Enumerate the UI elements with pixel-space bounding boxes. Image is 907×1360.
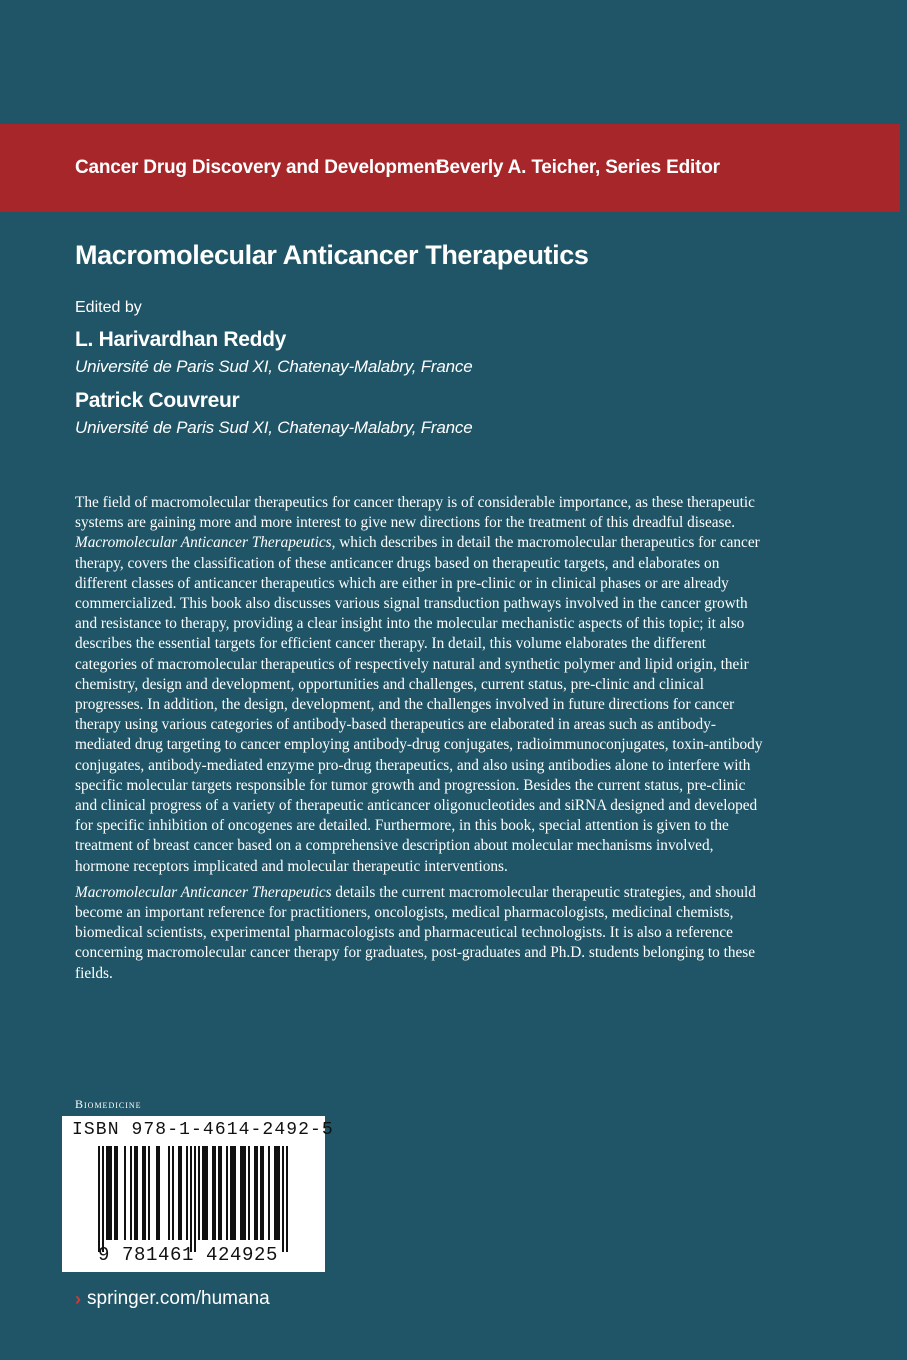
barcode-bar — [206, 1146, 208, 1240]
barcode-bar — [254, 1146, 256, 1240]
barcode-bar — [278, 1146, 280, 1240]
barcode-bar — [276, 1146, 278, 1240]
barcode-bar — [142, 1146, 144, 1240]
barcode-bar — [148, 1146, 150, 1240]
barcode-bar — [124, 1146, 126, 1240]
barcode-bar — [106, 1146, 108, 1240]
barcode-bar — [178, 1146, 180, 1240]
barcode-bar — [158, 1146, 160, 1240]
subject-category: Biomedicine — [75, 1097, 142, 1111]
series-editor: Beverly A. Teicher, Series Editor — [436, 157, 720, 178]
barcode-bar — [136, 1146, 138, 1240]
book-description — [75, 493, 765, 990]
barcode-bar — [186, 1146, 188, 1240]
editor-name: L. Harivardhan Reddy — [75, 328, 287, 351]
barcode-bar — [240, 1146, 242, 1240]
barcode-bar — [286, 1146, 288, 1252]
edited-by-label: Edited by — [75, 299, 142, 316]
barcode-bar — [130, 1146, 132, 1240]
barcode-bar — [134, 1146, 136, 1240]
barcode-bar — [180, 1146, 182, 1240]
barcode-bar — [108, 1146, 110, 1240]
barcode-bar — [116, 1146, 118, 1240]
barcode-bar — [114, 1146, 116, 1240]
barcode-bar — [156, 1146, 158, 1240]
barcode-bar — [212, 1146, 214, 1240]
series-name: Cancer Drug Discovery and Development — [75, 157, 442, 178]
barcode-bar — [220, 1146, 222, 1240]
description-paragraph: Macromolecular Anticancer Therapeutics details the current macromolecular therapeutic strategies, and should become an important reference for practitioners, oncologists, medical pharmacologists, medicinal chemists, biomedical scientists, experimental pharmacologists and pharmaceutical technologists. It is also a reference concerning macromolecular cancer therapy for graduates, post-graduates and Ph.D. students belonging to these fields. — [75, 883, 756, 982]
isbn-barcode — [62, 1116, 334, 1272]
barcode-bar — [168, 1146, 170, 1240]
barcode-bar — [274, 1146, 276, 1240]
ean-digits: 9 781461 424925 — [98, 1244, 279, 1266]
barcode-bar — [144, 1146, 146, 1240]
barcode-bar — [230, 1146, 232, 1240]
editor-name: Patrick Couvreur — [75, 389, 240, 412]
editor-affiliation: Université de Paris Sud XI, Chatenay-Malabry, France — [75, 357, 473, 376]
barcode-bar — [172, 1146, 174, 1240]
isbn-label: ISBN 978-1-4614-2492-5 — [72, 1120, 334, 1140]
barcode-bar — [260, 1146, 262, 1240]
barcode-bar — [244, 1146, 246, 1240]
barcode-bar — [102, 1146, 104, 1252]
editor-affiliation: Université de Paris Sud XI, Chatenay-Malabry, France — [75, 418, 473, 437]
chevron-right-icon: › — [75, 1288, 81, 1309]
book-title: Macromolecular Anticancer Therapeutics — [75, 240, 589, 270]
barcode-bar — [214, 1146, 216, 1240]
barcode-bar — [262, 1146, 264, 1240]
barcode-bar — [242, 1146, 244, 1240]
barcode-bar — [248, 1146, 250, 1240]
barcode-bar — [282, 1146, 284, 1252]
barcode-bar — [232, 1146, 234, 1240]
barcode-bar — [256, 1146, 258, 1240]
barcode-bar — [198, 1146, 200, 1240]
barcode-bar — [234, 1146, 236, 1240]
barcode-bar — [226, 1146, 228, 1240]
barcode-bar — [204, 1146, 206, 1240]
barcode-bar — [98, 1146, 100, 1252]
description-paragraph: The field of macromolecular therapeutics for cancer therapy is of considerable importance, as these therapeutic systems are gaining more and more interest to give new directions for the treatment of this dreadful disease. Macromolecular Anticancer Therapeutics, which describes in detail the macromolecular therapeutics for cancer therapy, covers the classification of these anticancer drugs based on therapeutic targets, and elaborates on different classes of anticancer therapeutics which are either in pre-clinic or in clinical phases or are already commercialized. This book also discusses various signal transduction pathways involved in the cancer growth and resistance to therapy, providing a clear insight into the molecular mechanistic aspects of this topic; it also describes the essential targets for efficient cancer therapy. In detail, this volume elaborates the different categories of macromolecular therapeutics of respectively natural and synthetic polymer and lipid origin, their chemistry, design and development, opportunities and challenges, current status, pre-clinic and clinical progresses. In addition, the design, development, and the challenges involved in future directions for cancer therapy using various categories of antibody-based therapeutics are elaborated in areas such as antibody-mediated drug targeting to cancer employing antibody-drug conjugates, radioimmunoconjugates, toxin-antibody conjugates, antibody-mediated enzyme pro-drug therapeutics, and also using antibodies alone to interfere with specific molecular targets responsible for tumor growth and progression. Besides the current status, pre-clinic and clinical progress of a variety of therapeutic anticancer oligonucleotides and siRNA designed and developed for specific inhibition of oncogenes are detailed. Furthermore, in this book, special attention is given to the treatment of breast cancer based on a comprehensive description about molecular mechanisms involved, hormone receptors implicated and molecular therapeutic interventions. — [75, 494, 763, 875]
publisher-link[interactable] — [75, 1288, 270, 1310]
barcode-bar — [110, 1146, 112, 1240]
publisher-url: springer.com/humana — [87, 1288, 270, 1309]
barcode-bar — [190, 1146, 192, 1252]
barcode-bar — [202, 1146, 204, 1240]
barcode-bar — [194, 1146, 196, 1252]
barcode-bar — [268, 1146, 270, 1240]
barcode-bar — [218, 1146, 220, 1240]
